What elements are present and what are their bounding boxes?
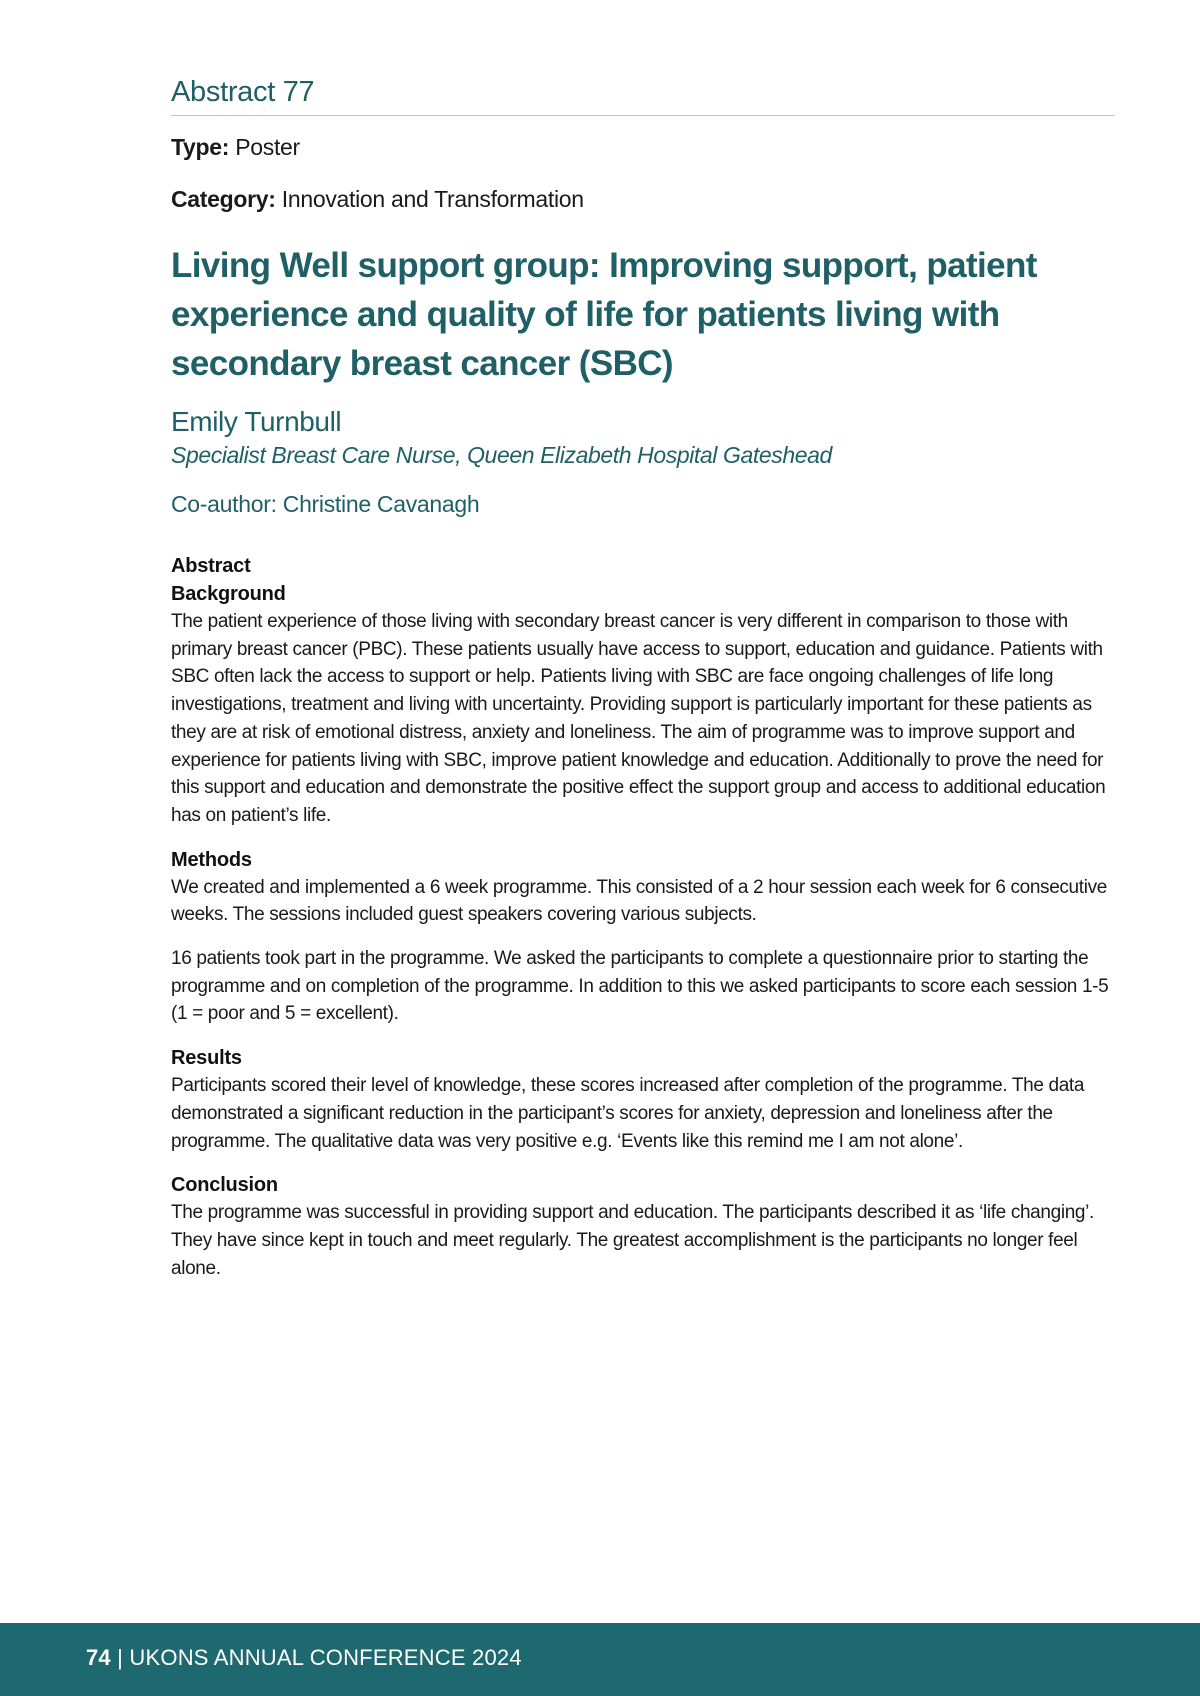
abstract-title: Living Well support group: Improving support, patient experience and quality of life for patients living with secondary breast cancer (SBC) [171,246,1037,383]
coauthor: Co-author: Christine Cavanagh [171,491,480,517]
type-label: Type: [171,134,230,160]
results-heading: Results [171,1047,242,1070]
conclusion-heading: Conclusion [171,1174,278,1197]
abstract-number: Abstract 77 [171,76,1115,116]
methods-heading: Methods [171,848,252,871]
background-text: The patient experience of those living with secondary breast cancer is very different in comparison to those with primary breast cancer (PBC). These patients usually have access to support, education and guidance. Patients with SBC often lack the access to support or help. Patients living with SBC are face ongoing challenges of life long investigations, treatment and living with uncertainty. Providing support is particularly important for these patients as they are at risk of emotional distress, anxiety and loneliness. The aim of programme was to improve support and experience for patients living with SBC, improve patient knowledge and education. Additionally to prove the need for this support and education and demonstrate the positive effect the support group and access to additional education has on patient’s life. [171,611,1106,826]
category-line [171,186,1115,213]
methods-paragraph-1: We created and implemented a 6 week programme. This consisted of a 2 hour session each week for 6 consecutive weeks. The sessions included guest speakers covering various subjects. [171,876,1107,926]
author-affiliation: Specialist Breast Care Nurse, Queen Elizabeth Hospital Gateshead [171,442,832,468]
category-label: Category: [171,186,276,212]
author-name: Emily Turnbull [171,406,342,437]
background-heading: Background [171,583,286,605]
results-text: Participants scored their level of knowledge, these scores increased after completion of the programme. The data demonstrated a significant reduction in the participant’s scores for anxiety, depression and loneliness after the programme. The qualitative data was very positive e.g. ‘Events like this remind me I am not alone’. [171,1075,1085,1152]
type-line [171,134,1115,161]
footer-separator: | [110,1645,130,1670]
category-value: Innovation and Transformation [281,186,584,212]
methods-paragraph-2: 16 patients took part in the programme. We asked the participants to complete a questionnaire prior to starting the programme and on completion of the programme. In addition to this we asked participants to score each session 1-5 (1 = poor and 5 = excellent). [171,948,1109,1025]
abstract-page [171,76,1115,1282]
conference-name: UKONS ANNUAL CONFERENCE 2024 [129,1645,522,1670]
page-number: 74 [86,1645,111,1670]
type-value: Poster [235,134,300,160]
footer-band [0,1623,1200,1696]
conclusion-text: The programme was successful in providing support and education. The participants described it as ‘life changing’. They have since kept in touch and meet regularly. The greatest accomplishment is the participants no longer feel alone. [171,1202,1094,1279]
abstract-label: Abstract [171,555,251,577]
footer-text [86,1645,522,1671]
